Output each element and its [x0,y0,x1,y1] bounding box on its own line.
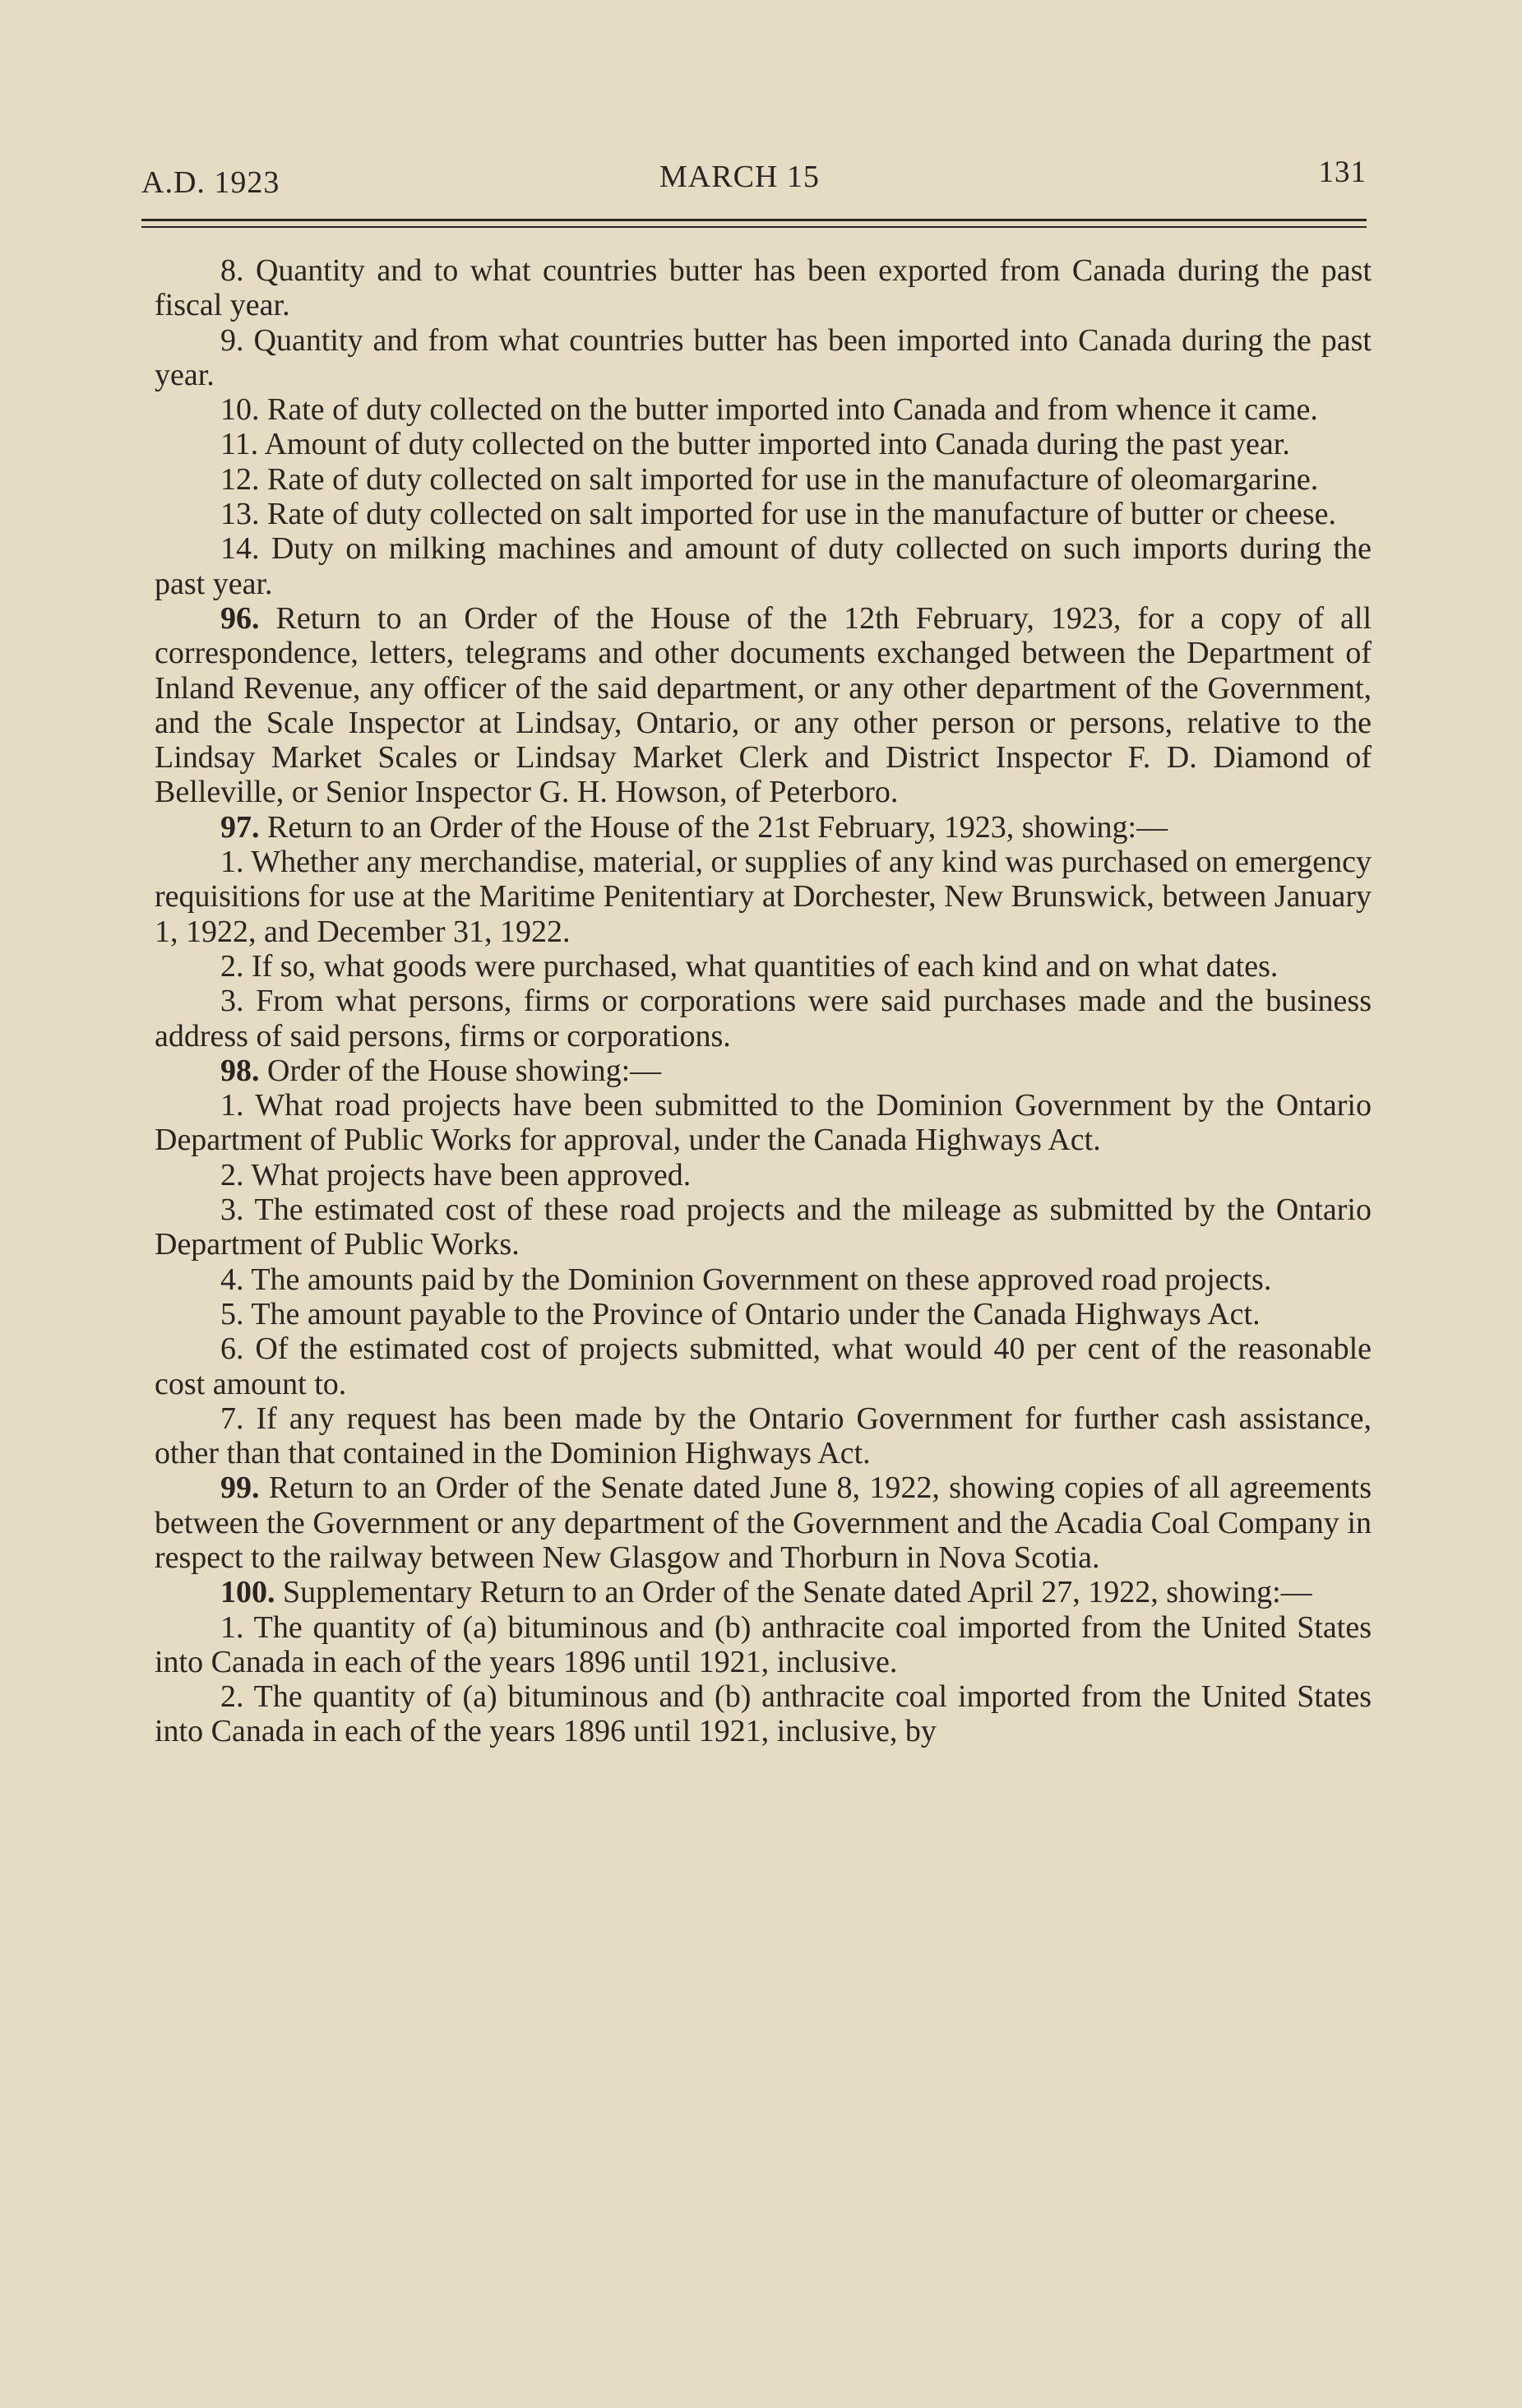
paragraph-item-98 [155,1054,1372,1088]
paragraph-text: Order of the House showing:— [267,1053,662,1088]
paragraph [155,497,1372,531]
header-rule-bottom [141,226,1367,228]
document-body [155,253,1372,1749]
paragraph [155,1401,1372,1471]
paragraph [155,1610,1372,1680]
paragraph [155,253,1372,323]
header-date: MARCH 15 [659,160,820,194]
paragraph-item-100 [155,1575,1372,1609]
paragraph-text: 14. Duty on milking machines and amount of duty collected on such imports during the past year. [155,531,1372,601]
paragraph-text: 7. If any request has been made by the Ontario Government for further cash assistance, other than that contained in the Dominion Highways Act. [155,1401,1372,1471]
header-year: A.D. 1923 [141,165,280,200]
paragraph [155,1192,1372,1262]
paragraph [155,845,1372,949]
paragraph-item-99 [155,1470,1372,1575]
paragraph [155,1331,1372,1401]
paragraph [155,1297,1372,1331]
paragraph-text: 5. The amount payable to the Province of Ontario under the Canada Highways Act. [220,1296,1261,1331]
paragraph [155,1679,1372,1749]
paragraph-text: 13. Rate of duty collected on salt imported for use in the manufacture of butter or cheese. [220,497,1336,532]
paragraph-text: 4. The amounts paid by the Dominion Government on these approved road projects. [220,1262,1272,1297]
paragraph [155,427,1372,461]
paragraph [155,1262,1372,1297]
paragraph [155,1158,1372,1192]
paragraph-text: Return to an Order of the Senate dated June 8, 1922, showing copies of all agreements between the Government or any department of the Government and the Acadia Coal Company in respect to the railway between New Glasgow and Thorburn in Nova Scotia. [155,1470,1372,1575]
paragraph-text: 1. The quantity of (a) bituminous and (b) anthracite coal imported from the United States into Canada in each of the years 1896 until 1921, inclusive. [155,1609,1372,1679]
paragraph-item-97 [155,810,1372,845]
header-rule-top [141,219,1367,221]
paragraph-text: 3. From what persons, firms or corporations were said purchases made and the business address of said persons, firms or corporations. [155,984,1372,1054]
paragraph-text: 11. Amount of duty collected on the butter imported into Canada during the past year. [220,427,1290,462]
paragraph [155,949,1372,984]
item-number: 99. [220,1470,260,1506]
paragraph-text: 1. What road projects have been submitted to the Dominion Government by the Ontario Department of Public Works for approval, under the Canada Highways Act. [155,1088,1372,1158]
paragraph [155,462,1372,497]
paragraph-text: Return to an Order of the House of the 12th February, 1923, for a copy of all correspondence, letters, telegrams and other documents exchanged between the Department of Inland Revenue, any officer of the said department, or any other department of the Government, and the Scale Inspector at Lindsay, Ontario, or any other person or persons, relative to the Lindsay Market Scales or Lindsay Market Clerk and District Inspector F. D. Diamond of Belleville, or Senior Inspector G. H. Howson, of Peterboro. [155,600,1372,810]
item-number: 97. [220,809,260,845]
paragraph-item-96 [155,601,1372,810]
paragraph-text: Return to an Order of the House of the 21st February, 1923, showing:— [267,809,1168,845]
paragraph-text: 9. Quantity and from what countries butter has been imported into Canada during the past year. [155,322,1372,392]
paragraph [155,323,1372,393]
paragraph-text: 6. Of the estimated cost of projects submitted, what would 40 per cent of the reasonable cost amount to. [155,1331,1372,1401]
item-number: 96. [220,600,260,636]
paragraph [155,1088,1372,1158]
paragraph-text: 2. If so, what goods were purchased, what quantities of each kind and on what dates. [220,948,1279,984]
page-header [141,155,1367,204]
paragraph-text: 10. Rate of duty collected on the butter imported into Canada and from whence it came. [220,392,1318,428]
paragraph-text: 2. What projects have been approved. [220,1157,692,1192]
paragraph [155,392,1372,427]
paragraph-text: 8. Quantity and to what countries butter has been exported from Canada during the past fiscal year. [155,253,1372,323]
item-number: 100. [220,1575,275,1610]
paragraph-text: 3. The estimated cost of these road projects and the mileage as submitted by the Ontario Department of Public Works. [155,1192,1372,1262]
page-number: 131 [1318,155,1367,189]
paragraph-text: 1. Whether any merchandise, material, or supplies of any kind was purchased on emergency requisitions for use at the Maritime Penitentiary at Dorchester, New Brunswick, between January 1, 1922, and December 31, 1922. [155,845,1372,949]
paragraph [155,531,1372,601]
paragraph-text: 2. The quantity of (a) bituminous and (b) anthracite coal imported from the United States into Canada in each of the years 1896 until 1921, inclusive, by [155,1679,1372,1749]
paragraph [155,984,1372,1054]
item-number: 98. [220,1053,260,1088]
paragraph-text: 12. Rate of duty collected on salt imported for use in the manufacture of oleomargarine. [220,461,1319,497]
paragraph-text: Supplementary Return to an Order of the Senate dated April 27, 1922, showing:— [283,1575,1312,1610]
